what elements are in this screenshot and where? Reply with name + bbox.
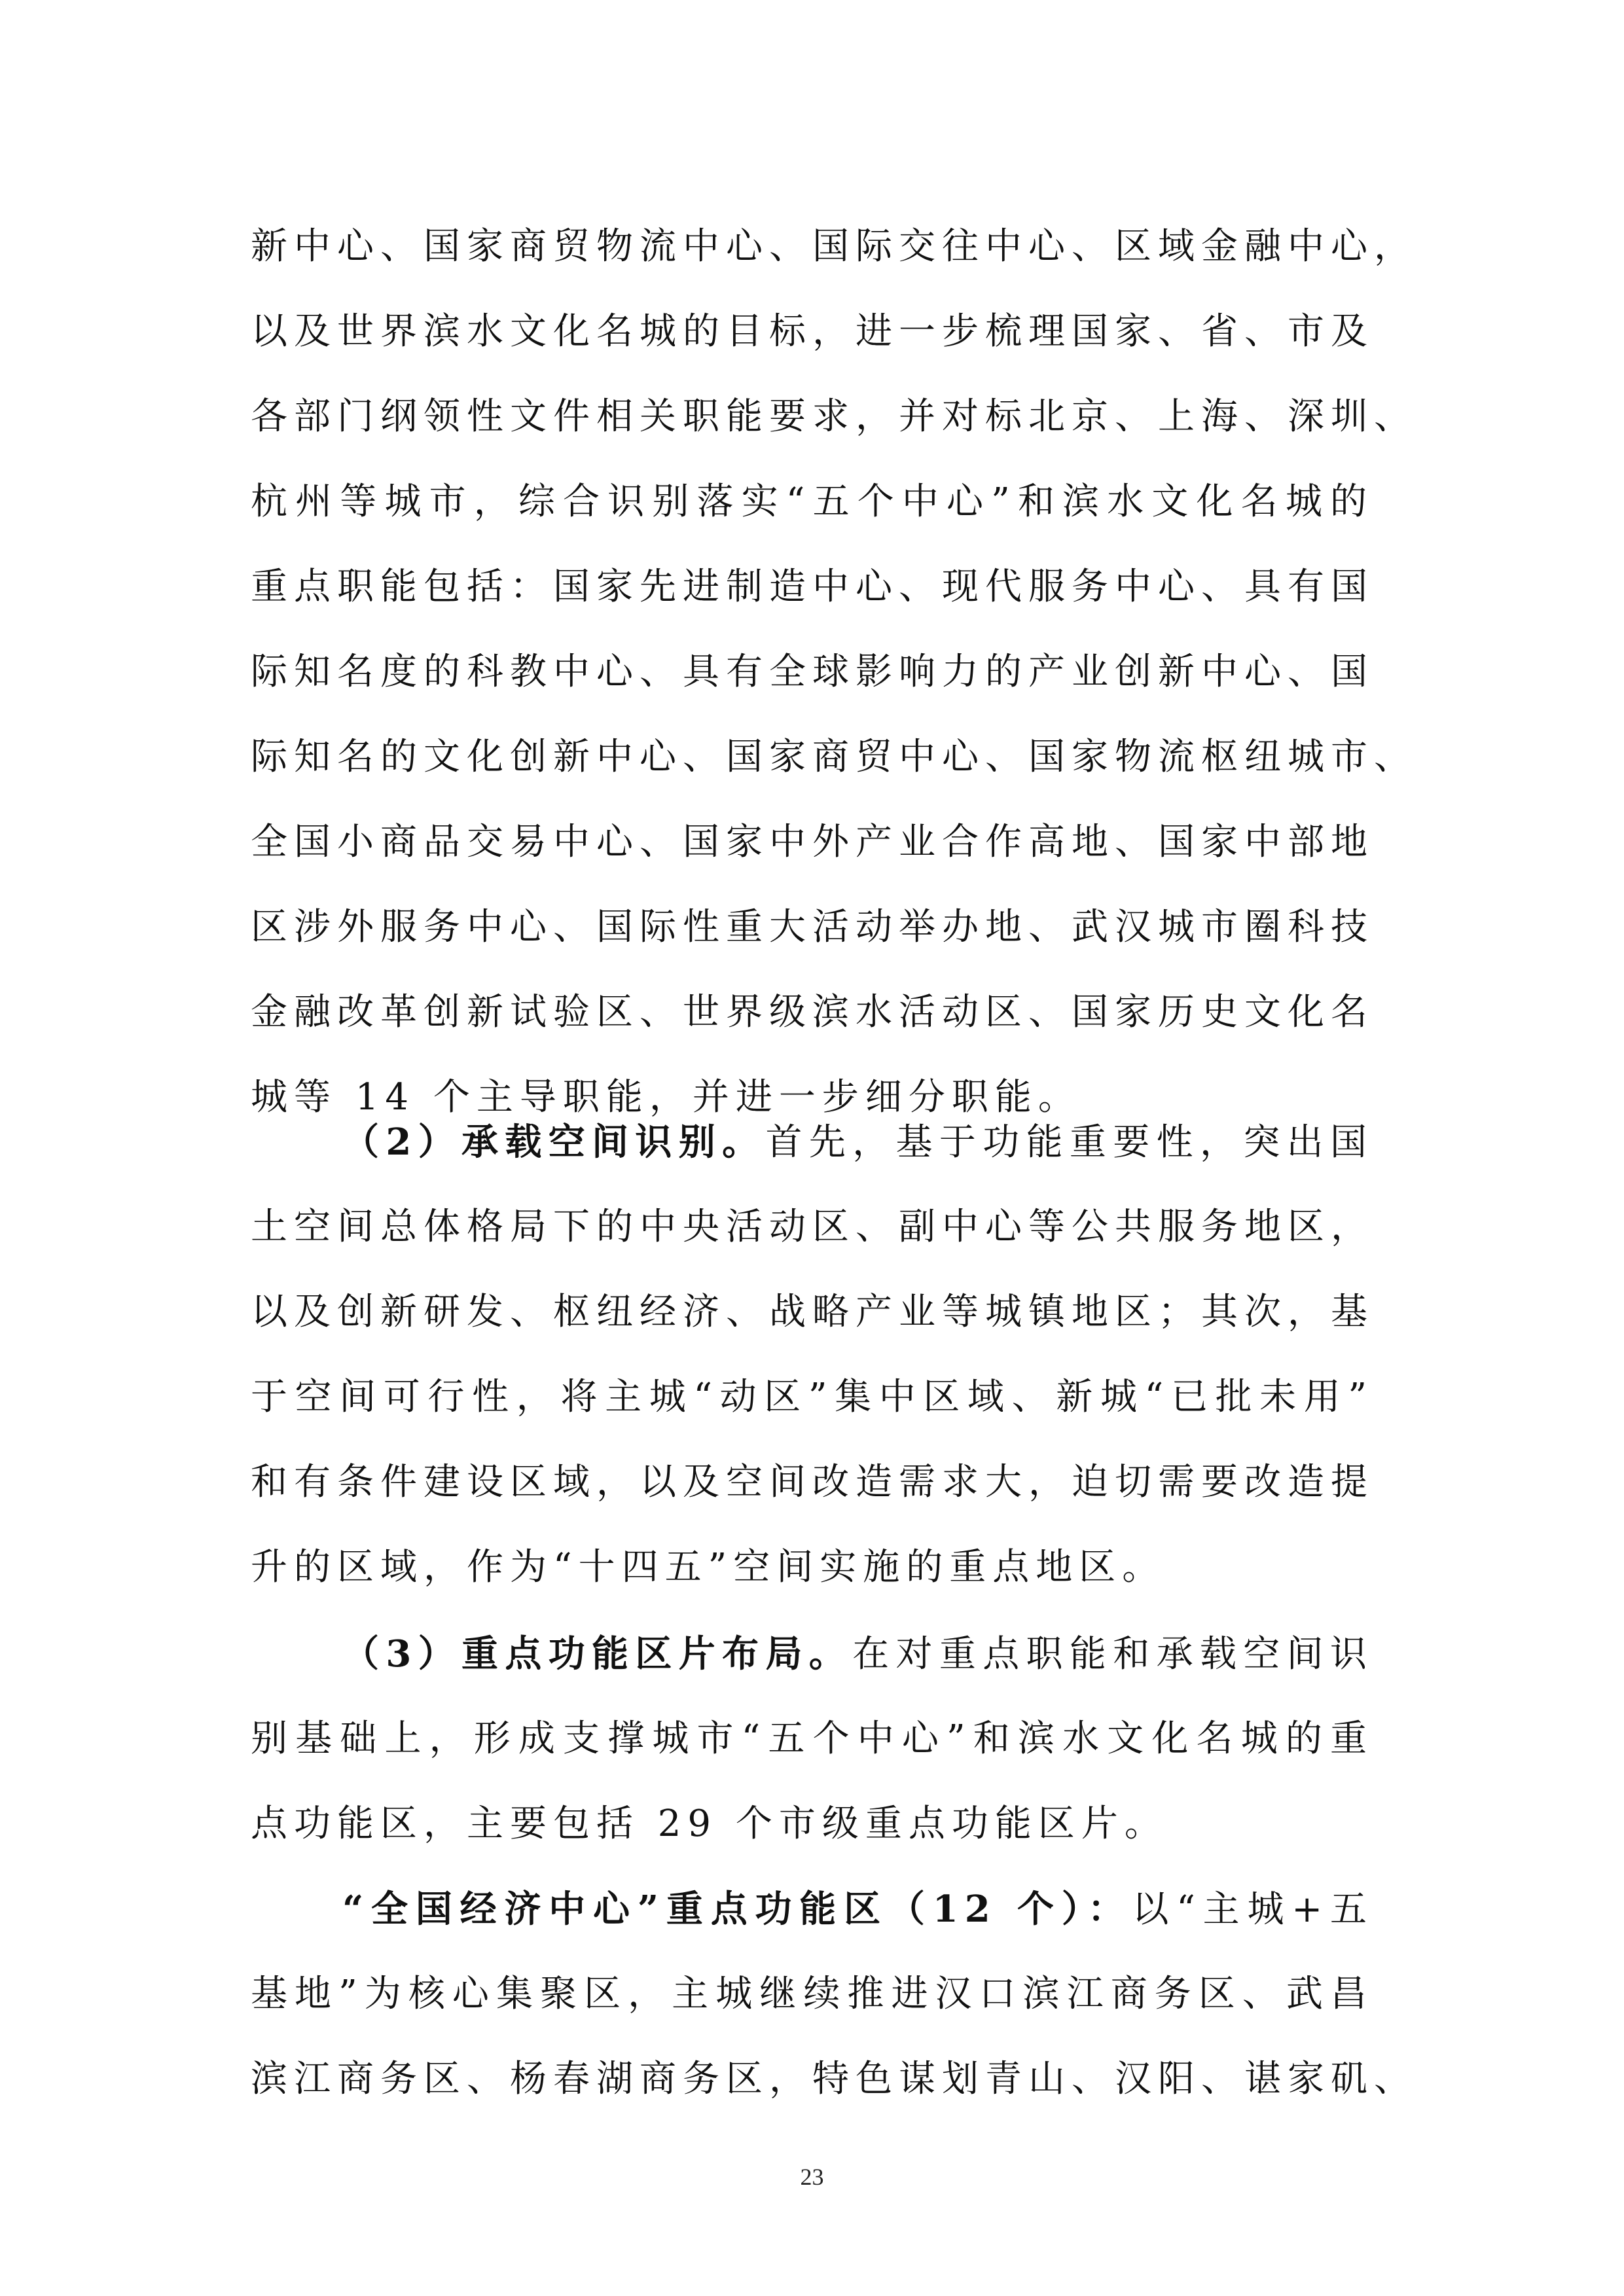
paragraph-first-line [251, 1867, 1373, 1952]
paragraph-first-line [251, 1100, 1373, 1185]
text-line: 升的区域，作为“十四五”空间实施的重点地区。 [251, 1546, 1166, 1588]
paragraph-heading: （3）重点功能区片布局。 [342, 1632, 853, 1676]
text-line: 重点职能包括：国家先进制造中心、现代服务中心、具有国 [251, 565, 1374, 608]
text-line: 各部门纲领性文件相关职能要求，并对标北京、上海、深圳、 [251, 395, 1417, 438]
heading-line-text: 在对重点职能和承载空间识 [852, 1633, 1373, 1676]
text-line: 金融改革创新试验区、世界级滨水活动区、国家历史文化名 [251, 991, 1374, 1033]
paragraph-space-identification [251, 1100, 1373, 1610]
paragraph-functions [251, 204, 1417, 1140]
text-line: 于空间可行性，将主城“动区”集中区域、新城“已批未用” [251, 1376, 1373, 1418]
text-line: 点功能区，主要包括 29 个市级重点功能区片。 [251, 1803, 1168, 1845]
text-line: 基地”为核心集聚区，主城继续推进汉口滨江商务区、武昌 [251, 1973, 1373, 2015]
text-line: 以及创新研发、枢纽经济、战略产业等城镇地区；其次，基 [251, 1291, 1374, 1333]
paragraph-economic-center [251, 1867, 1417, 2122]
text-line: 城等 14 个主导职能，并进一步细分职能。 [251, 1076, 1081, 1119]
text-line: 际知名的文化创新中心、国家商贸中心、国家物流枢纽城市、 [251, 736, 1417, 778]
paragraph-first-line [251, 1611, 1373, 1696]
text-line: 新中心、国家商贸物流中心、国际交往中心、区域金融中心， [251, 225, 1417, 268]
text-line: 杭州等城市，综合识别落实“五个中心”和滨水文化名城的 [251, 480, 1373, 523]
paragraph-key-area-layout [251, 1611, 1373, 1867]
paragraph-heading: （2）承载空间识别。 [342, 1121, 766, 1164]
text-line: 全国小商品交易中心、国家中外产业合作高地、国家中部地 [251, 821, 1374, 863]
text-line: 别基础上，形成支撑城市“五个中心”和滨水文化名城的重 [251, 1717, 1373, 1760]
text-line: 和有条件建设区域，以及空间改造需求大，迫切需要改造提 [251, 1461, 1374, 1503]
text-line: 以及世界滨水文化名城的目标，进一步梳理国家、省、市及 [251, 310, 1374, 353]
text-line: 区涉外服务中心、国际性重大活动举办地、武汉城市圈科技 [251, 906, 1374, 948]
heading-line-text: 以“主城+五 [1132, 1888, 1373, 1931]
paragraph-heading: “全国经济中心”重点功能区（12 个）： [342, 1888, 1132, 1931]
text-line: 土空间总体格局下的中央活动区、副中心等公共服务地区， [251, 1206, 1374, 1248]
heading-line-text: 首先，基于功能重要性，突出国 [765, 1121, 1374, 1164]
page-number: 23 [800, 2164, 824, 2190]
text-line: 滨江商务区、杨春湖商务区，特色谋划青山、汉阳、谌家矶、 [251, 2058, 1417, 2100]
text-line: 际知名度的科教中心、具有全球影响力的产业创新中心、国 [251, 651, 1374, 693]
